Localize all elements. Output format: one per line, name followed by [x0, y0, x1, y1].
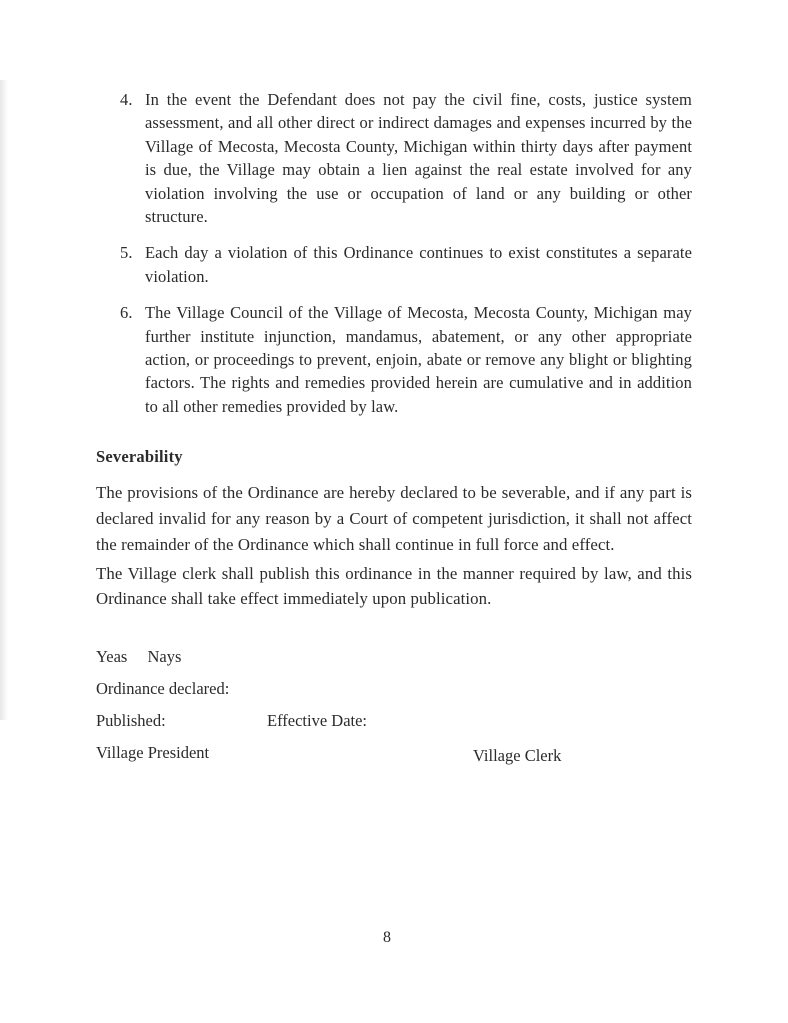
village-president-label: Village President — [96, 743, 210, 763]
severability-heading: Severability — [96, 447, 183, 467]
item-text: The Village Council of the Village of Mecosta, Mecosta County, Michigan may further institute injunction, mandamus, abatement, or any other appropriate action, or proceedings to prevent, enjoin, abate or remove any blight or blighting factors. The rights and remedies provided herein are cumulative and in addition to all other remedies provided by law. — [145, 303, 692, 416]
signature-block — [96, 646, 692, 774]
severability-paragraph-2: The Village clerk shall publish this ordinance in the manner required by law, and this Ordinance shall take effect immediately upon publication. — [96, 563, 692, 609]
page-content — [96, 88, 692, 774]
list-item-5 — [120, 241, 692, 288]
effective-date-label: Effective Date: — [267, 711, 368, 731]
ordinance-declared-label: Ordinance declared: — [96, 679, 230, 699]
village-clerk-label: Village Clerk — [473, 746, 562, 766]
yeas-label: Yeas — [96, 647, 128, 667]
nays-label: Nays — [147, 647, 182, 667]
ordinance-numbered-list — [96, 88, 692, 418]
list-item-6 — [120, 301, 692, 418]
item-number: 6. — [120, 303, 133, 323]
item-text: Each day a violation of this Ordinance continues to exist constitutes a separate violation. — [145, 243, 692, 286]
ordinance-declared-row — [96, 678, 692, 710]
published-row — [96, 710, 692, 742]
severability-paragraph-1: The provisions of the Ordinance are hereby declared to be severable, and if any part is declared invalid for any reason by a Court of competent jurisdiction, it shall not affect the remainder of the Ordinance which shall continue in full force and effect. — [96, 483, 692, 554]
scan-edge-shadow — [0, 80, 8, 720]
page-number: 8 — [383, 929, 391, 946]
published-label: Published: — [96, 711, 166, 731]
list-item-4 — [120, 88, 692, 228]
item-number: 4. — [120, 90, 133, 109]
item-number: 5. — [120, 243, 133, 263]
item-text: In the event the Defendant does not pay the civil fine, costs, justice system assessment, and all other direct or indirect damages and expenses incurred by the Village of Mecosta, Mecosta County, Michigan within thirty days after payment is due, the Village may obtain a lien against the real estate involved for any violation involving the use or occupation of land or any building or other structure. — [145, 90, 692, 227]
votes-row — [96, 646, 692, 678]
officials-row — [96, 742, 692, 774]
